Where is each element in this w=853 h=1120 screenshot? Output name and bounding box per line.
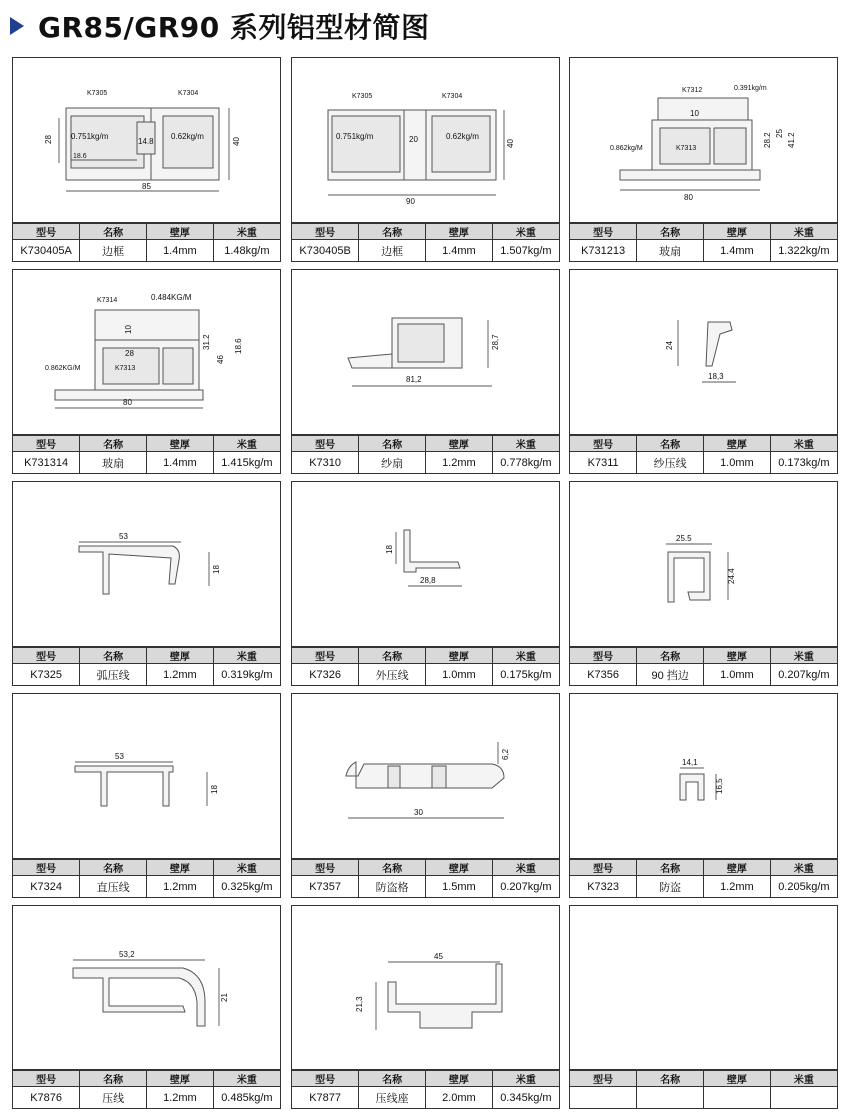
header-weight: 米重	[770, 860, 837, 876]
profile-card	[291, 269, 560, 474]
drawing-label: 81,2	[406, 375, 422, 384]
drawing-label: K7313	[676, 145, 697, 152]
drawing-label: 30	[414, 808, 423, 817]
drawing-label: 53,2	[119, 950, 135, 959]
drawing-label: 45	[434, 952, 443, 961]
page-title: GR85/GR90 系列铝型材简图	[38, 11, 430, 44]
drawing-label: 0.751kg/m	[71, 132, 109, 141]
value-name: 防盗格	[359, 876, 426, 899]
profile-card	[291, 481, 560, 686]
header-wall: 壁厚	[704, 648, 771, 664]
header-wall: 壁厚	[147, 1071, 214, 1087]
header-wall: 壁厚	[426, 436, 493, 452]
header-model: 型号	[570, 648, 637, 664]
drawing-label: 10	[690, 109, 699, 118]
spec-table	[13, 1069, 280, 1108]
header-weight: 米重	[213, 648, 280, 664]
header-name: 名称	[359, 1071, 426, 1087]
header-weight: 米重	[770, 436, 837, 452]
header-model: 型号	[292, 860, 359, 876]
header-name: 名称	[359, 860, 426, 876]
value-wall: 1.5mm	[426, 876, 493, 899]
value-wall	[704, 1087, 771, 1110]
header-weight: 米重	[492, 1071, 559, 1087]
play-arrow-icon	[10, 17, 24, 35]
header-name: 名称	[80, 648, 147, 664]
header-wall: 壁厚	[147, 860, 214, 876]
header-model: 型号	[570, 224, 637, 240]
profile-card-empty	[569, 905, 838, 1109]
spec-table	[570, 646, 837, 685]
drawing-label: 25.5	[676, 534, 692, 543]
profile-drawing	[570, 694, 839, 856]
header-wall: 壁厚	[426, 1071, 493, 1087]
header-wall: 壁厚	[704, 224, 771, 240]
spec-table	[570, 434, 837, 473]
value-name: 玻扇	[637, 240, 704, 263]
drawing-label: 14.8	[138, 137, 154, 146]
spec-table	[292, 222, 559, 261]
header-name: 名称	[80, 1071, 147, 1087]
spec-table	[13, 646, 280, 685]
header-model: 型号	[13, 436, 80, 452]
value-model: K7877	[292, 1087, 359, 1110]
drawing-label: 40	[232, 137, 241, 146]
spec-table	[13, 434, 280, 473]
profile-drawing	[292, 58, 561, 220]
drawing-label: 46	[216, 355, 225, 364]
value-weight: 1.48kg/m	[213, 240, 280, 263]
profile-drawing	[13, 906, 282, 1068]
drawing-label: 53	[115, 752, 124, 761]
profile-card	[291, 905, 560, 1109]
header-name: 名称	[637, 1071, 704, 1087]
value-wall: 1.4mm	[704, 240, 771, 263]
header-weight: 米重	[492, 224, 559, 240]
value-weight: 0.175kg/m	[492, 664, 559, 687]
value-name: 边框	[359, 240, 426, 263]
drawing-label: 80	[123, 398, 132, 407]
header-wall: 壁厚	[147, 224, 214, 240]
value-model	[570, 1087, 637, 1110]
profile-card	[12, 693, 281, 898]
value-name: 压线座	[359, 1087, 426, 1110]
drawing-label: 18	[210, 785, 219, 794]
drawing-label: 28,7	[491, 334, 500, 350]
value-wall: 1.2mm	[147, 1087, 214, 1110]
value-weight: 0.319kg/m	[213, 664, 280, 687]
drawing-label: 28.2	[763, 132, 772, 148]
spec-table	[570, 1069, 837, 1108]
header-weight: 米重	[492, 648, 559, 664]
value-wall: 1.2mm	[426, 452, 493, 475]
header-weight: 米重	[213, 224, 280, 240]
value-name: 玻扇	[80, 452, 147, 475]
drawing-label: 28	[125, 349, 134, 358]
profile-card	[291, 57, 560, 262]
drawing-label: K7312	[682, 87, 703, 94]
header-model: 型号	[292, 648, 359, 664]
value-weight: 1.507kg/m	[492, 240, 559, 263]
drawing-label: 28	[44, 135, 53, 144]
drawing-label: 24.4	[727, 568, 736, 584]
value-weight: 1.415kg/m	[213, 452, 280, 475]
drawing-label: 31.2	[202, 334, 211, 350]
drawing-label: 6,2	[501, 748, 510, 760]
value-weight: 0.485kg/m	[213, 1087, 280, 1110]
value-name: 纱压线	[637, 452, 704, 475]
drawing-label: 40	[506, 139, 515, 148]
drawing-label: 0.62kg/m	[171, 132, 204, 141]
header-wall: 壁厚	[704, 436, 771, 452]
drawing-label: 90	[406, 197, 415, 206]
header-weight: 米重	[770, 224, 837, 240]
drawing-label: 24	[665, 341, 674, 350]
header-name: 名称	[80, 860, 147, 876]
value-name: 弧压线	[80, 664, 147, 687]
value-weight: 1.322kg/m	[770, 240, 837, 263]
value-name: 直压线	[80, 876, 147, 899]
header-name: 名称	[359, 648, 426, 664]
value-model: K7356	[570, 664, 637, 687]
header-name: 名称	[637, 224, 704, 240]
value-model: K7311	[570, 452, 637, 475]
value-model: K7357	[292, 876, 359, 899]
value-weight: 0.205kg/m	[770, 876, 837, 899]
value-weight: 0.173kg/m	[770, 452, 837, 475]
value-weight: 0.325kg/m	[213, 876, 280, 899]
header-name: 名称	[637, 860, 704, 876]
drawing-label: 53	[119, 532, 128, 541]
drawing-label: 0.862KG/M	[45, 365, 81, 372]
drawing-label: K7305	[352, 93, 373, 100]
spec-table	[570, 858, 837, 897]
spec-table	[292, 1069, 559, 1108]
value-model: K7326	[292, 664, 359, 687]
drawing-label: 0.391kg/m	[734, 85, 767, 92]
profile-card	[12, 481, 281, 686]
header-weight: 米重	[492, 860, 559, 876]
value-model: K730405A	[13, 240, 80, 263]
profile-drawing	[13, 482, 282, 644]
header-model: 型号	[292, 1071, 359, 1087]
profile-card	[12, 57, 281, 262]
drawing-label: 20	[409, 135, 418, 144]
value-weight: 0.207kg/m	[492, 876, 559, 899]
value-model: K731213	[570, 240, 637, 263]
header-wall: 壁厚	[426, 224, 493, 240]
drawing-label: 18.6	[73, 153, 87, 160]
value-name: 边框	[80, 240, 147, 263]
value-wall: 1.0mm	[704, 452, 771, 475]
drawing-label: 80	[684, 193, 693, 202]
profile-card	[569, 693, 838, 898]
value-model: K7324	[13, 876, 80, 899]
value-wall: 1.4mm	[147, 240, 214, 263]
value-model: K731314	[13, 452, 80, 475]
page-header	[10, 6, 430, 46]
header-name: 名称	[80, 224, 147, 240]
header-model: 型号	[292, 224, 359, 240]
header-model: 型号	[13, 648, 80, 664]
value-wall: 1.0mm	[426, 664, 493, 687]
profile-card	[569, 57, 838, 262]
profile-card	[569, 481, 838, 686]
profile-card	[291, 693, 560, 898]
value-wall: 1.2mm	[147, 664, 214, 687]
drawing-label: 85	[142, 182, 151, 191]
header-wall: 壁厚	[147, 436, 214, 452]
profile-drawing	[570, 270, 839, 432]
header-weight: 米重	[213, 1071, 280, 1087]
value-wall: 1.4mm	[147, 452, 214, 475]
spec-table	[13, 858, 280, 897]
value-weight: 0.778kg/m	[492, 452, 559, 475]
drawing-label: 0.484KG/M	[151, 293, 192, 302]
drawing-label: 41.2	[787, 132, 796, 148]
drawing-label: K7304	[178, 90, 199, 97]
profile-drawing	[13, 270, 282, 432]
value-wall: 1.0mm	[704, 664, 771, 687]
value-name: 压线	[80, 1087, 147, 1110]
drawing-label: K7313	[115, 365, 136, 372]
header-name: 名称	[359, 436, 426, 452]
header-name: 名称	[80, 436, 147, 452]
header-model: 型号	[13, 224, 80, 240]
value-wall: 1.4mm	[426, 240, 493, 263]
profile-drawing	[292, 906, 561, 1068]
profile-drawing	[292, 694, 561, 856]
profile-card	[12, 905, 281, 1109]
header-wall: 壁厚	[426, 860, 493, 876]
header-wall: 壁厚	[704, 860, 771, 876]
header-name: 名称	[637, 648, 704, 664]
drawing-label: 0.751kg/m	[336, 132, 374, 141]
drawing-label: 28,8	[420, 576, 436, 585]
drawing-label: 18,3	[708, 372, 724, 381]
header-wall: 壁厚	[426, 648, 493, 664]
value-model: K7310	[292, 452, 359, 475]
spec-table	[13, 222, 280, 261]
drawing-label: 0.62kg/m	[446, 132, 479, 141]
profile-card	[12, 269, 281, 474]
drawing-label: 10	[124, 325, 133, 334]
drawing-label: 18.6	[234, 338, 243, 354]
spec-table	[292, 646, 559, 685]
drawing-label: 0.862kg/M	[610, 145, 643, 152]
drawing-label: K7304	[442, 93, 463, 100]
profile-drawing	[13, 694, 282, 856]
header-weight: 米重	[213, 436, 280, 452]
value-name	[637, 1087, 704, 1110]
value-name: 外压线	[359, 664, 426, 687]
spec-table	[292, 434, 559, 473]
drawing-label: 21	[220, 993, 229, 1002]
drawing-label: K7314	[97, 297, 118, 304]
profile-drawing	[13, 58, 282, 220]
drawing-label: 16,5	[715, 778, 724, 794]
value-wall: 2.0mm	[426, 1087, 493, 1110]
header-weight: 米重	[770, 648, 837, 664]
header-model: 型号	[292, 436, 359, 452]
header-model: 型号	[570, 1071, 637, 1087]
header-wall: 壁厚	[704, 1071, 771, 1087]
value-model: K7323	[570, 876, 637, 899]
value-name: 防盗	[637, 876, 704, 899]
value-weight: 0.345kg/m	[492, 1087, 559, 1110]
header-weight: 米重	[492, 436, 559, 452]
spec-table	[570, 222, 837, 261]
value-name: 纱扇	[359, 452, 426, 475]
header-model: 型号	[570, 860, 637, 876]
profile-card	[569, 269, 838, 474]
drawing-label: K7305	[87, 90, 108, 97]
header-weight: 米重	[213, 860, 280, 876]
drawing-label: 21,3	[355, 996, 364, 1012]
value-weight	[770, 1087, 837, 1110]
drawing-label: 14,1	[682, 758, 698, 767]
profile-drawing	[570, 58, 839, 220]
value-model: K7325	[13, 664, 80, 687]
spec-table	[292, 858, 559, 897]
value-model: K7876	[13, 1087, 80, 1110]
value-name: 90 挡边	[637, 664, 704, 687]
header-name: 名称	[359, 224, 426, 240]
drawing-label: 18	[385, 545, 394, 554]
header-wall: 壁厚	[147, 648, 214, 664]
profile-drawing	[570, 482, 839, 644]
header-weight: 米重	[770, 1071, 837, 1087]
header-name: 名称	[637, 436, 704, 452]
value-wall: 1.2mm	[704, 876, 771, 899]
profile-drawing	[292, 482, 561, 644]
drawing-label: 18	[212, 565, 221, 574]
drawing-label: 25	[775, 129, 784, 138]
header-model: 型号	[13, 860, 80, 876]
header-model: 型号	[570, 436, 637, 452]
value-model: K730405B	[292, 240, 359, 263]
value-weight: 0.207kg/m	[770, 664, 837, 687]
profile-drawing	[292, 270, 561, 432]
header-model: 型号	[13, 1071, 80, 1087]
value-wall: 1.2mm	[147, 876, 214, 899]
